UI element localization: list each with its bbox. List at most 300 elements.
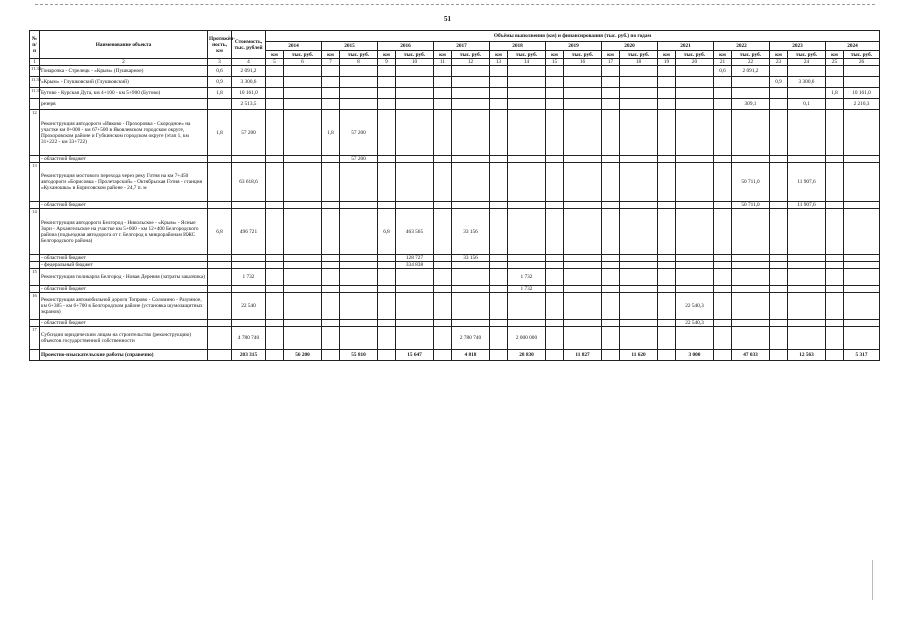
column-number: 12: [452, 59, 490, 66]
object-name: Реконструкция автодороги «Ивково - Прохоровка - Скородное» на участке км 0+000 - км 67+500 в Яковлевском городском округе, Прохоровском районе и Губкинском городском округе (этап 1, км 31+222 - км 33+722): [40, 110, 208, 156]
year-rub-cell: [564, 327, 602, 350]
year-rub-cell: [844, 77, 880, 88]
year-rub-cell: [396, 269, 434, 286]
year-km-cell: [658, 293, 676, 320]
year-rub-cell: 5 317: [844, 350, 880, 361]
year-km-cell: [490, 255, 508, 262]
object-length: [208, 327, 232, 350]
year-km-cell: [546, 66, 564, 77]
year-km-cell: [378, 320, 396, 327]
year-rub-cell: [676, 77, 714, 88]
table-row: [30, 202, 880, 209]
year-km-cell: [546, 209, 564, 255]
year-km-cell: [658, 286, 676, 293]
object-cost: 57 200: [232, 110, 266, 156]
year-km-cell: [322, 66, 340, 77]
object-length: [208, 262, 232, 269]
year-km-cell: [266, 66, 284, 77]
year-km-cell: [658, 99, 676, 110]
object-length: 6,8: [208, 209, 232, 255]
year-rub-cell: [396, 327, 434, 350]
year-rub-cell: [396, 156, 434, 163]
column-number: 17: [602, 59, 620, 66]
year-km-cell: [266, 269, 284, 286]
row-number: 11.37: [30, 88, 40, 99]
year-rub-cell: 1 732: [508, 286, 546, 293]
year-km-cell: [826, 320, 844, 327]
table-row: [30, 255, 880, 262]
header-year: 2019: [546, 42, 602, 51]
year-rub-cell: [844, 262, 880, 269]
year-km-cell: [490, 156, 508, 163]
year-rub-cell: [788, 88, 826, 99]
year-rub-cell: [788, 255, 826, 262]
year-km-cell: [434, 255, 452, 262]
object-name: - областной бюджет: [40, 320, 208, 327]
year-rub-cell: [620, 88, 658, 99]
year-km-cell: 0,6: [714, 66, 732, 77]
year-km-cell: [434, 293, 452, 320]
year-rub-cell: [452, 110, 490, 156]
header-year: 2021: [658, 42, 714, 51]
year-km-cell: [602, 209, 620, 255]
year-rub-cell: [508, 88, 546, 99]
year-rub-cell: 33 156: [452, 209, 490, 255]
year-rub-cell: 309,1: [732, 99, 770, 110]
year-rub-cell: [732, 293, 770, 320]
year-km-cell: [322, 269, 340, 286]
header-unit-rub: тыс. руб.: [676, 51, 714, 59]
year-km-cell: [322, 286, 340, 293]
header-unit-rub: тыс. руб.: [396, 51, 434, 59]
object-name: Гонарочка - Стрелецк - «Крым» (Пушкарное): [40, 66, 208, 77]
header-year: 2016: [378, 42, 434, 51]
year-rub-cell: [564, 99, 602, 110]
year-km-cell: [770, 269, 788, 286]
row-number: [30, 286, 40, 293]
year-rub-cell: [620, 269, 658, 286]
year-rub-cell: [284, 209, 322, 255]
object-cost: 2 091,2: [232, 66, 266, 77]
column-number: 22: [732, 59, 770, 66]
year-km-cell: [658, 110, 676, 156]
column-number: 19: [658, 59, 676, 66]
header-column-numbers: [30, 59, 880, 66]
table-row: [30, 327, 880, 350]
year-km-cell: [378, 286, 396, 293]
year-rub-cell: 10 161,0: [844, 88, 880, 99]
header-unit-km: км: [434, 51, 452, 59]
year-rub-cell: [844, 202, 880, 209]
year-km-cell: [770, 262, 788, 269]
row-number: [30, 320, 40, 327]
page-number: 51: [444, 15, 451, 23]
row-number: [30, 99, 40, 110]
year-rub-cell: [676, 255, 714, 262]
header-unit-km: км: [546, 51, 564, 59]
year-rub-cell: [844, 163, 880, 202]
year-km-cell: [770, 293, 788, 320]
row-number: [30, 202, 40, 209]
year-km-cell: [546, 262, 564, 269]
year-km-cell: [434, 286, 452, 293]
header-unit-km: км: [714, 51, 732, 59]
year-rub-cell: 57 200: [340, 156, 378, 163]
header-unit-rub: тыс. руб.: [844, 51, 880, 59]
year-km-cell: [434, 156, 452, 163]
year-rub-cell: [676, 163, 714, 202]
year-rub-cell: 55 810: [340, 350, 378, 361]
column-number: 23: [770, 59, 788, 66]
header-year: 2015: [322, 42, 378, 51]
column-number: 16: [564, 59, 602, 66]
year-rub-cell: [396, 77, 434, 88]
header-length: Протяжён- ность, км: [208, 31, 232, 59]
year-rub-cell: [284, 286, 322, 293]
year-rub-cell: [564, 66, 602, 77]
year-rub-cell: [508, 77, 546, 88]
year-km-cell: [434, 350, 452, 361]
year-km-cell: [434, 88, 452, 99]
year-rub-cell: [620, 255, 658, 262]
year-km-cell: [490, 286, 508, 293]
year-km-cell: [490, 327, 508, 350]
header-year: 2022: [714, 42, 770, 51]
year-km-cell: [770, 66, 788, 77]
table-row: [30, 66, 880, 77]
year-rub-cell: [788, 209, 826, 255]
table-row: [30, 350, 880, 361]
year-rub-cell: [788, 66, 826, 77]
year-rub-cell: [396, 88, 434, 99]
year-km-cell: [322, 320, 340, 327]
object-cost: [232, 262, 266, 269]
year-km-cell: [826, 209, 844, 255]
year-km-cell: [546, 99, 564, 110]
column-number: 20: [676, 59, 714, 66]
header-unit-rub: тыс. руб.: [788, 51, 826, 59]
header-year: 2023: [770, 42, 826, 51]
year-rub-cell: 128 727: [396, 255, 434, 262]
object-cost: 496 721: [232, 209, 266, 255]
year-rub-cell: 2 210,3: [844, 99, 880, 110]
year-rub-cell: [340, 77, 378, 88]
year-km-cell: [714, 286, 732, 293]
year-km-cell: [378, 262, 396, 269]
year-km-cell: [322, 156, 340, 163]
year-rub-cell: [452, 66, 490, 77]
year-km-cell: [266, 293, 284, 320]
year-rub-cell: [396, 293, 434, 320]
year-rub-cell: [620, 286, 658, 293]
column-number: 26: [844, 59, 880, 66]
year-km-cell: [266, 202, 284, 209]
header-unit-km: км: [378, 51, 396, 59]
year-rub-cell: [508, 255, 546, 262]
object-name: Бутово - Курская Дуга, км 4+100 - км 5+900 (Бутово): [40, 88, 208, 99]
header-unit-km: км: [266, 51, 284, 59]
year-km-cell: [546, 350, 564, 361]
year-rub-cell: [564, 156, 602, 163]
year-rub-cell: 334 838: [396, 262, 434, 269]
year-rub-cell: [284, 156, 322, 163]
year-rub-cell: [732, 327, 770, 350]
year-rub-cell: [284, 88, 322, 99]
year-rub-cell: 50 711,0: [732, 163, 770, 202]
object-cost: [232, 202, 266, 209]
year-km-cell: [826, 255, 844, 262]
year-rub-cell: [676, 66, 714, 77]
year-km-cell: [826, 202, 844, 209]
year-rub-cell: [452, 269, 490, 286]
year-km-cell: [602, 66, 620, 77]
row-number: 13: [30, 163, 40, 202]
table-row: [30, 163, 880, 202]
year-km-cell: [602, 327, 620, 350]
row-number: 15: [30, 269, 40, 286]
year-km-cell: [266, 163, 284, 202]
year-rub-cell: [340, 269, 378, 286]
year-km-cell: [658, 269, 676, 286]
object-name: Реконструкция мостового перехода через реку Готня на км 7+450 автодороги «Борисовка - Пролетарский» - Октябрьская Готня - станция «Куханошка» в Борисовском районе - 24,7 п. м: [40, 163, 208, 202]
year-rub-cell: [340, 286, 378, 293]
year-km-cell: [322, 88, 340, 99]
year-km-cell: [434, 163, 452, 202]
year-rub-cell: [676, 262, 714, 269]
year-km-cell: [266, 255, 284, 262]
year-km-cell: [602, 350, 620, 361]
year-km-cell: [378, 202, 396, 209]
year-rub-cell: 463 565: [396, 209, 434, 255]
financing-table: [29, 30, 880, 361]
year-rub-cell: [508, 110, 546, 156]
year-km-cell: [714, 269, 732, 286]
year-km-cell: [658, 350, 676, 361]
column-number: 4: [232, 59, 266, 66]
year-km-cell: [490, 202, 508, 209]
year-km-cell: [658, 202, 676, 209]
year-rub-cell: [620, 202, 658, 209]
year-rub-cell: [732, 269, 770, 286]
header-unit-rub: тыс. руб.: [508, 51, 546, 59]
year-rub-cell: [284, 110, 322, 156]
object-cost: 22 540: [232, 293, 266, 320]
object-name: Проектно-изыскательские работы (справочно): [40, 350, 208, 361]
year-rub-cell: [452, 99, 490, 110]
year-km-cell: [434, 320, 452, 327]
year-rub-cell: [676, 209, 714, 255]
year-rub-cell: [396, 202, 434, 209]
year-rub-cell: [340, 202, 378, 209]
year-rub-cell: [620, 262, 658, 269]
year-rub-cell: [284, 163, 322, 202]
year-rub-cell: [844, 110, 880, 156]
year-km-cell: [266, 110, 284, 156]
column-number: 3: [208, 59, 232, 66]
year-km-cell: [826, 293, 844, 320]
year-rub-cell: 0,1: [788, 99, 826, 110]
year-rub-cell: [396, 320, 434, 327]
table-body: [30, 66, 880, 361]
year-rub-cell: [788, 286, 826, 293]
year-km-cell: [658, 320, 676, 327]
row-number: 11.36: [30, 77, 40, 88]
object-cost: 2 513,5: [232, 99, 266, 110]
year-km-cell: [322, 262, 340, 269]
year-rub-cell: [564, 110, 602, 156]
year-km-cell: [266, 350, 284, 361]
year-km-cell: [378, 88, 396, 99]
object-cost: 203 315: [232, 350, 266, 361]
year-km-cell: [602, 202, 620, 209]
year-km-cell: [770, 202, 788, 209]
year-rub-cell: [732, 320, 770, 327]
year-rub-cell: [844, 255, 880, 262]
object-length: [208, 320, 232, 327]
year-km-cell: [322, 209, 340, 255]
year-rub-cell: [452, 262, 490, 269]
table-row: [30, 269, 880, 286]
row-number: 12: [30, 110, 40, 156]
year-km-cell: [322, 99, 340, 110]
object-length: [208, 99, 232, 110]
table-row: [30, 286, 880, 293]
year-km-cell: [434, 202, 452, 209]
year-km-cell: [826, 262, 844, 269]
header-unit-km: км: [826, 51, 844, 59]
column-number: 9: [378, 59, 396, 66]
year-rub-cell: [676, 327, 714, 350]
year-km-cell: [434, 262, 452, 269]
year-km-cell: [322, 293, 340, 320]
year-km-cell: [322, 163, 340, 202]
year-rub-cell: [340, 163, 378, 202]
year-rub-cell: [620, 320, 658, 327]
header-unit-km: км: [658, 51, 676, 59]
column-number: 8: [340, 59, 378, 66]
year-rub-cell: [732, 77, 770, 88]
year-rub-cell: 1 732: [508, 269, 546, 286]
year-km-cell: [826, 286, 844, 293]
year-rub-cell: [396, 286, 434, 293]
year-km-cell: [546, 88, 564, 99]
year-rub-cell: 2 780 740: [452, 327, 490, 350]
year-km-cell: [602, 77, 620, 88]
header-unit-rub: тыс. руб.: [732, 51, 770, 59]
year-km-cell: 0,9: [770, 77, 788, 88]
year-rub-cell: [620, 163, 658, 202]
object-name: - областной бюджет: [40, 286, 208, 293]
header-num: № п/п: [30, 31, 40, 59]
object-length: [208, 286, 232, 293]
year-km-cell: [658, 327, 676, 350]
column-number: 25: [826, 59, 844, 66]
year-km-cell: [602, 110, 620, 156]
year-rub-cell: [732, 110, 770, 156]
year-rub-cell: [340, 327, 378, 350]
year-rub-cell: [676, 202, 714, 209]
year-km-cell: [378, 293, 396, 320]
year-rub-cell: [676, 99, 714, 110]
object-name: Реконструкция автодороги Белгород - Никольское - «Крым» - Ясные Зори - Архангельское на участке км 5+600 - км 12+400 Белгородского района (подъездная автодорога от г. Белгород к микрорайонам ИЖС Белгородского района): [40, 209, 208, 255]
year-km-cell: [714, 77, 732, 88]
year-km-cell: [546, 163, 564, 202]
year-km-cell: [266, 88, 284, 99]
year-km-cell: [602, 156, 620, 163]
year-km-cell: [714, 110, 732, 156]
row-number: 16: [30, 293, 40, 320]
year-km-cell: [602, 88, 620, 99]
table-row: [30, 77, 880, 88]
year-km-cell: [322, 327, 340, 350]
year-rub-cell: 47 033: [732, 350, 770, 361]
year-km-cell: [546, 255, 564, 262]
table-row: [30, 262, 880, 269]
year-km-cell: [378, 163, 396, 202]
column-number: 2: [40, 59, 208, 66]
year-rub-cell: [452, 163, 490, 202]
year-rub-cell: [284, 320, 322, 327]
year-km-cell: [546, 320, 564, 327]
year-rub-cell: [508, 66, 546, 77]
year-km-cell: [490, 66, 508, 77]
year-rub-cell: [564, 202, 602, 209]
year-km-cell: [826, 77, 844, 88]
year-km-cell: [826, 156, 844, 163]
year-km-cell: [602, 99, 620, 110]
year-rub-cell: [564, 293, 602, 320]
header-cost: Стоимость, тыс. рублей: [232, 31, 266, 59]
header-unit-km: км: [322, 51, 340, 59]
row-number: 17: [30, 327, 40, 350]
year-rub-cell: [340, 209, 378, 255]
year-rub-cell: [732, 88, 770, 99]
year-km-cell: [770, 110, 788, 156]
year-km-cell: [658, 156, 676, 163]
year-rub-cell: [844, 320, 880, 327]
table-row: [30, 293, 880, 320]
year-rub-cell: [676, 269, 714, 286]
year-km-cell: [490, 163, 508, 202]
column-number: 15: [546, 59, 564, 66]
year-rub-cell: [340, 88, 378, 99]
column-number: 13: [490, 59, 508, 66]
year-km-cell: [714, 293, 732, 320]
year-rub-cell: [844, 209, 880, 255]
year-km-cell: [322, 202, 340, 209]
object-length: [208, 293, 232, 320]
row-number: 14: [30, 209, 40, 255]
object-cost: [232, 286, 266, 293]
column-number: 14: [508, 59, 546, 66]
year-km-cell: [602, 262, 620, 269]
year-rub-cell: [284, 66, 322, 77]
year-km-cell: [378, 350, 396, 361]
year-rub-cell: [844, 66, 880, 77]
year-km-cell: [714, 88, 732, 99]
year-km-cell: [434, 99, 452, 110]
year-km-cell: [658, 88, 676, 99]
year-km-cell: 1,8: [322, 110, 340, 156]
year-km-cell: [266, 209, 284, 255]
year-km-cell: 1,8: [826, 88, 844, 99]
year-km-cell: [546, 156, 564, 163]
year-rub-cell: [396, 99, 434, 110]
year-km-cell: [546, 202, 564, 209]
year-rub-cell: 56 200: [284, 350, 322, 361]
row-number: [30, 156, 40, 163]
year-rub-cell: [564, 269, 602, 286]
